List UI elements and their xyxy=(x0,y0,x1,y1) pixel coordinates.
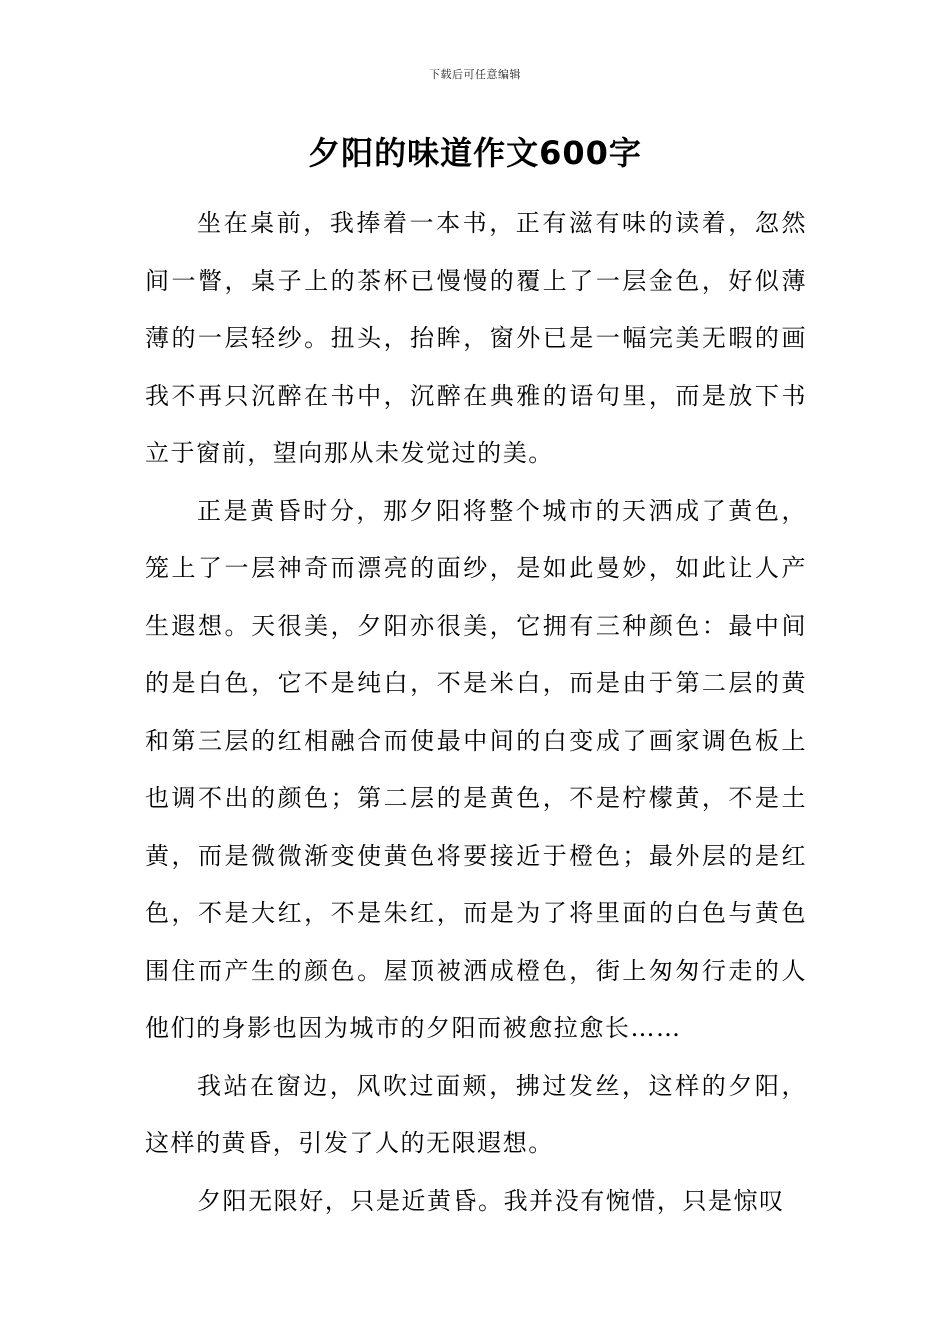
document-title: 夕阳的味道作文600字 xyxy=(308,134,642,172)
paragraph-4: 夕阳无限好，只是近黄昏。我并没有惋惜，只是惊叹 xyxy=(197,1186,785,1215)
paragraph-2: 正是黄昏时分，那夕阳将整个城市的天洒成了黄色，笼上了一层神奇而漂亮的面纱，是如此曼妙，如此让人产生遐想。天很美，夕阳亦很美，它拥有三种颜色：最中间的是白色，它不是纯白，不是米白，而是由于第二层的黄和第三层的红相融合而使最中间的白变成了画家调色板上也调不出的颜色；第二层的是黄色，不是柠檬黄，不是土黄，而是微微渐变使黄色将要接近于橙色；最外层的是红色，不是大红，不是朱红，而是为了将里面的白色与黄色围住而产生的颜色。屋顶被洒成橙色，街上匆匆行走的人他们的身影也因为城市的夕阳而被愈拉愈长…… xyxy=(145,496,807,1042)
paragraph-3: 我站在窗边，风吹过面颊，拂过发丝，这样的夕阳，这样的黄昏，引发了人的无限遐想。 xyxy=(145,1071,807,1157)
paragraph-1: 坐在桌前，我捧着一本书，正有滋有味的读着，忽然间一瞥，桌子上的茶杯已慢慢的覆上了一层金色，好似薄薄的一层轻纱。扭头，抬眸，窗外已是一幅完美无暇的画我不再只沉醉在书中，沉醉在典雅的语句里，而是放下书立于窗前，望向那从未发觉过的美。 xyxy=(145,209,807,467)
header-note: 下载后可任意编辑 xyxy=(429,68,521,81)
document-body xyxy=(145,195,807,1230)
